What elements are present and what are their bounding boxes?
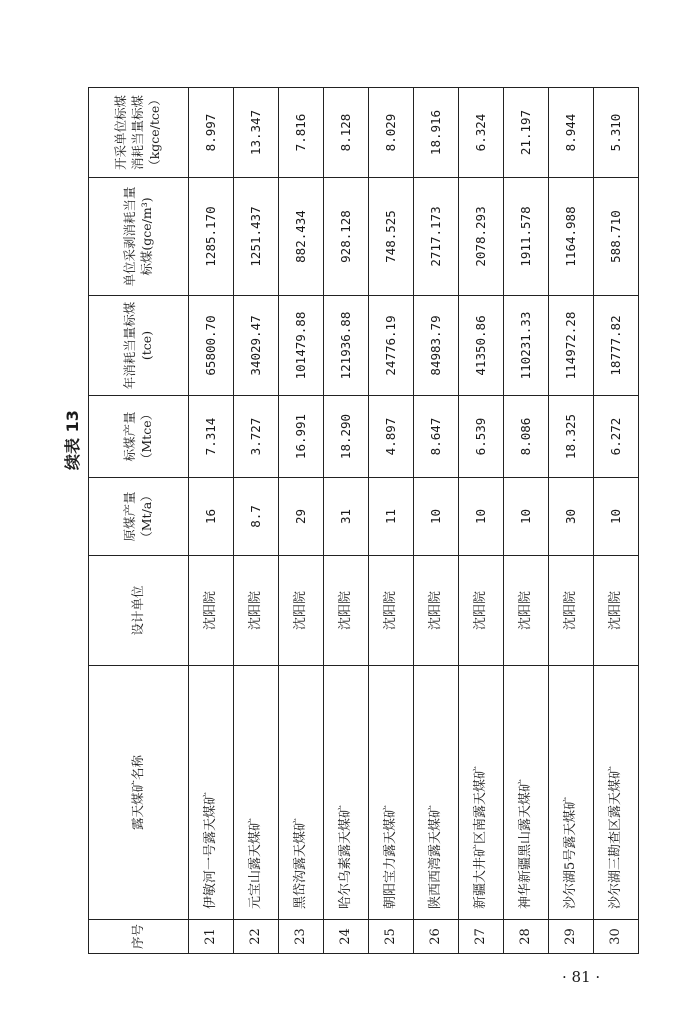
cell-index: 29 xyxy=(549,920,594,954)
table-row xyxy=(504,88,549,954)
cell-standard-coal-output: 4.897 xyxy=(369,396,414,478)
table-row xyxy=(189,88,234,954)
cell-standard-coal-output: 6.539 xyxy=(459,396,504,478)
cell-mine-name: 新疆大井矿区南露天煤矿 xyxy=(459,666,504,920)
cell-index: 21 xyxy=(189,920,234,954)
cell-standard-coal-output: 8.647 xyxy=(414,396,459,478)
cell-index: 25 xyxy=(369,920,414,954)
cell-annual-consumption: 110231.33 xyxy=(504,296,549,396)
cell-index: 22 xyxy=(234,920,279,954)
table-header xyxy=(89,88,189,954)
cell-unit-stripping-consumption: 1251.437 xyxy=(234,178,279,296)
cell-standard-coal-output: 16.991 xyxy=(279,396,324,478)
cell-design-unit: 沈阳院 xyxy=(594,556,639,666)
cell-unit-mining-consumption: 18.916 xyxy=(414,88,459,178)
cell-unit-mining-consumption: 8.128 xyxy=(324,88,369,178)
cell-unit-stripping-consumption: 1164.988 xyxy=(549,178,594,296)
cell-raw-coal-output: 29 xyxy=(279,478,324,556)
cell-unit-mining-consumption: 13.347 xyxy=(234,88,279,178)
table-row xyxy=(234,88,279,954)
cell-annual-consumption: 101479.88 xyxy=(279,296,324,396)
cell-unit-stripping-consumption: 1911.578 xyxy=(504,178,549,296)
cell-unit-mining-consumption: 6.324 xyxy=(459,88,504,178)
header-unit-mining-consumption: 开采单位标煤消耗当量标煤（kgce/tce） xyxy=(89,88,189,178)
header-row xyxy=(89,88,189,954)
cell-raw-coal-output: 11 xyxy=(369,478,414,556)
cell-mine-name: 伊敏河一号露天煤矿 xyxy=(189,666,234,920)
header-index: 序号 xyxy=(89,920,189,954)
cell-index: 26 xyxy=(414,920,459,954)
cell-index: 27 xyxy=(459,920,504,954)
coal-mine-energy-table xyxy=(88,87,639,954)
cell-index: 24 xyxy=(324,920,369,954)
cell-mine-name: 元宝山露天煤矿 xyxy=(234,666,279,920)
cell-annual-consumption: 34029.47 xyxy=(234,296,279,396)
cell-unit-stripping-consumption: 2078.293 xyxy=(459,178,504,296)
cell-raw-coal-output: 16 xyxy=(189,478,234,556)
cell-unit-mining-consumption: 8.944 xyxy=(549,88,594,178)
table-row xyxy=(369,88,414,954)
cell-unit-stripping-consumption: 928.128 xyxy=(324,178,369,296)
cell-unit-stripping-consumption: 882.434 xyxy=(279,178,324,296)
cell-mine-name: 沙尔湖三勘查区露天煤矿 xyxy=(594,666,639,920)
cell-raw-coal-output: 10 xyxy=(594,478,639,556)
header-design-unit: 设计单位 xyxy=(89,556,189,666)
cell-mine-name: 朝阳宝力露天煤矿 xyxy=(369,666,414,920)
cell-annual-consumption: 84983.79 xyxy=(414,296,459,396)
cell-unit-mining-consumption: 5.310 xyxy=(594,88,639,178)
cell-standard-coal-output: 8.086 xyxy=(504,396,549,478)
table-row xyxy=(414,88,459,954)
header-unit-stripping-consumption: 单位采剥消耗当量标煤(gce/m³) xyxy=(89,178,189,296)
cell-mine-name: 神华新疆黑山露天煤矿 xyxy=(504,666,549,920)
table-row xyxy=(459,88,504,954)
cell-raw-coal-output: 10 xyxy=(459,478,504,556)
cell-unit-mining-consumption: 21.197 xyxy=(504,88,549,178)
cell-standard-coal-output: 6.272 xyxy=(594,396,639,478)
cell-design-unit: 沈阳院 xyxy=(369,556,414,666)
cell-design-unit: 沈阳院 xyxy=(189,556,234,666)
cell-raw-coal-output: 30 xyxy=(549,478,594,556)
cell-design-unit: 沈阳院 xyxy=(414,556,459,666)
table-row xyxy=(324,88,369,954)
cell-unit-stripping-consumption: 748.525 xyxy=(369,178,414,296)
page-number: · 81 · xyxy=(562,968,601,986)
cell-raw-coal-output: 8.7 xyxy=(234,478,279,556)
cell-index: 23 xyxy=(279,920,324,954)
cell-design-unit: 沈阳院 xyxy=(549,556,594,666)
cell-raw-coal-output: 10 xyxy=(414,478,459,556)
cell-annual-consumption: 18777.82 xyxy=(594,296,639,396)
header-raw-coal-output: 原煤产量（Mt/a） xyxy=(89,478,189,556)
table-row xyxy=(549,88,594,954)
cell-annual-consumption: 121936.88 xyxy=(324,296,369,396)
table-row xyxy=(279,88,324,954)
cell-design-unit: 沈阳院 xyxy=(279,556,324,666)
data-table-container xyxy=(88,88,638,954)
cell-annual-consumption: 24776.19 xyxy=(369,296,414,396)
cell-mine-name: 哈尔乌素露天煤矿 xyxy=(324,666,369,920)
cell-standard-coal-output: 18.290 xyxy=(324,396,369,478)
cell-mine-name: 陕西西湾露天煤矿 xyxy=(414,666,459,920)
table-body xyxy=(189,88,639,954)
cell-unit-stripping-consumption: 1285.170 xyxy=(189,178,234,296)
cell-unit-stripping-consumption: 2717.173 xyxy=(414,178,459,296)
table-row xyxy=(594,88,639,954)
cell-unit-mining-consumption: 7.816 xyxy=(279,88,324,178)
cell-unit-mining-consumption: 8.029 xyxy=(369,88,414,178)
cell-unit-mining-consumption: 8.997 xyxy=(189,88,234,178)
cell-mine-name: 黑岱沟露天煤矿 xyxy=(279,666,324,920)
cell-raw-coal-output: 10 xyxy=(504,478,549,556)
cell-standard-coal-output: 3.727 xyxy=(234,396,279,478)
header-mine-name: 露天煤矿名称 xyxy=(89,666,189,920)
cell-design-unit: 沈阳院 xyxy=(324,556,369,666)
header-annual-consumption: 年消耗当量标煤(tce) xyxy=(89,296,189,396)
cell-design-unit: 沈阳院 xyxy=(504,556,549,666)
cell-annual-consumption: 114972.28 xyxy=(549,296,594,396)
cell-index: 30 xyxy=(594,920,639,954)
header-standard-coal-output: 标煤产量（Mtce） xyxy=(89,396,189,478)
cell-index: 28 xyxy=(504,920,549,954)
cell-mine-name: 沙尔湖5号露天煤矿 xyxy=(549,666,594,920)
cell-standard-coal-output: 18.325 xyxy=(549,396,594,478)
table-caption: 续表 13 xyxy=(63,410,82,470)
cell-annual-consumption: 41350.86 xyxy=(459,296,504,396)
cell-raw-coal-output: 31 xyxy=(324,478,369,556)
cell-design-unit: 沈阳院 xyxy=(459,556,504,666)
cell-standard-coal-output: 7.314 xyxy=(189,396,234,478)
cell-design-unit: 沈阳院 xyxy=(234,556,279,666)
cell-annual-consumption: 65800.70 xyxy=(189,296,234,396)
cell-unit-stripping-consumption: 588.710 xyxy=(594,178,639,296)
